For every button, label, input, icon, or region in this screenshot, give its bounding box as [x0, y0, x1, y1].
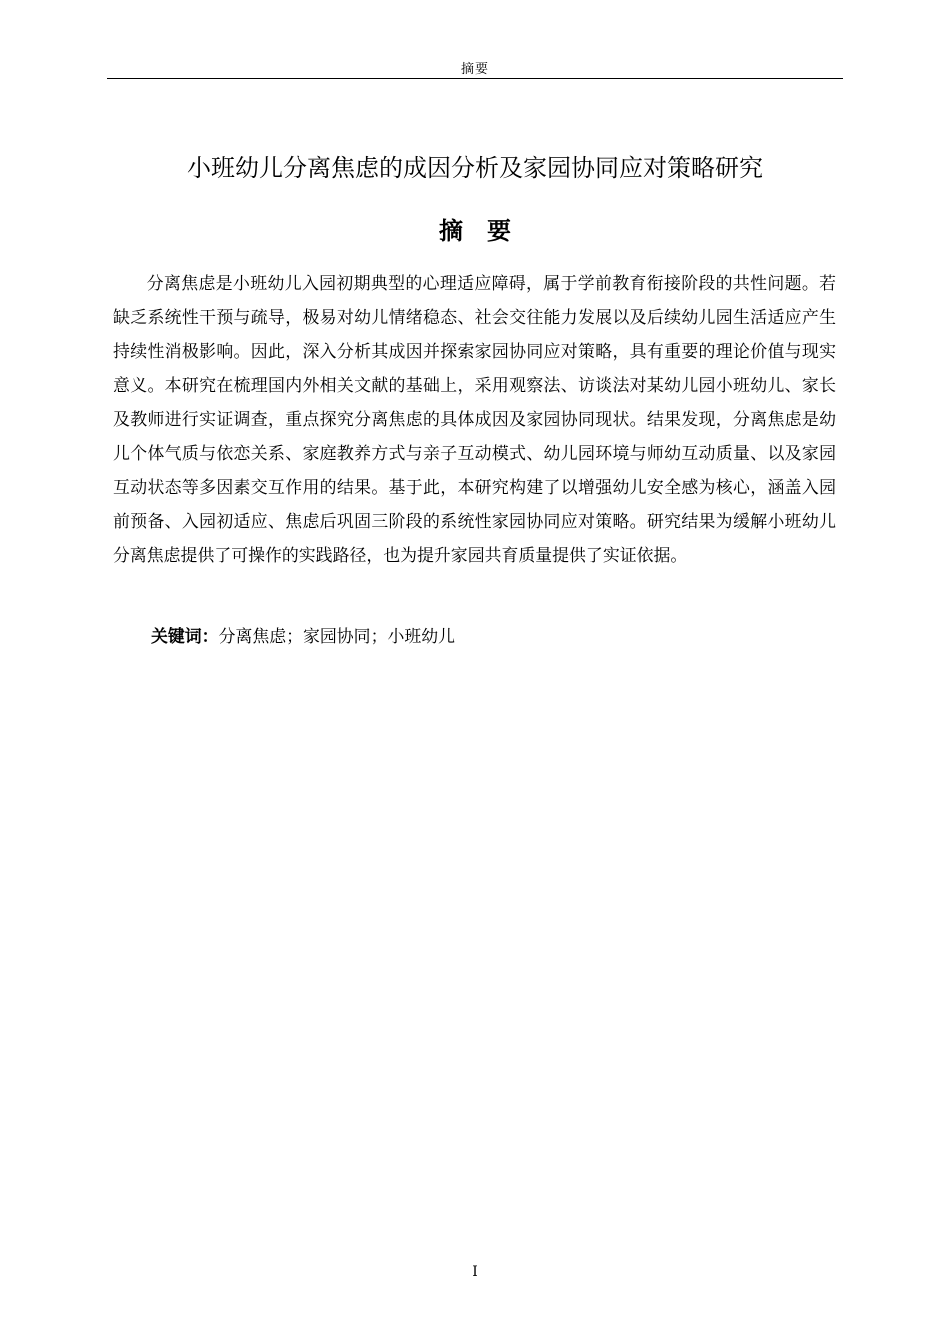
keywords-values: 分离焦虑；家园协同；小班幼儿 — [218, 626, 456, 646]
paper-title: 小班幼儿分离焦虑的成因分析及家园协同应对策略研究 — [187, 154, 763, 182]
abstract-body: 分离焦虑是小班幼儿入园初期典型的心理适应障碍，属于学前教育衔接阶段的共性问题。若缺乏系统性干预与疏导，极易对幼儿情绪稳态、社会交往能力发展以及后续幼儿园生活适应产生持续性消极影响。因此，深入分析其成因并探索家园协同应对策略，具有重要的理论价值与现实意义。本研究在梳理国内外相关文献的基础上，采用观察法、访谈法对某幼儿园小班幼儿、家长及教师进行实证调查，重点探究分离焦虑的具体成因及家园协同现状。结果发现，分离焦虑是幼儿个体气质与依恋关系、家庭教养方式与亲子互动模式、幼儿园环境与师幼互动质量、以及家园互动状态等多因素交互作用的结果。基于此，本研究构建了以增强幼儿安全感为核心，涵盖入园前预备、入园初适应、焦虑后巩固三阶段的系统性家园协同应对策略。研究结果为缓解小班幼儿分离焦虑提供了可操作的实践路径，也为提升家园共育质量提供了实证依据。 — [113, 273, 836, 565]
keywords-label: 关键词： — [151, 626, 219, 646]
header-rule — [107, 78, 843, 79]
page-number: I — [472, 1264, 478, 1280]
abstract-heading: 摘要 — [439, 217, 535, 245]
keywords-line — [151, 621, 831, 651]
running-header: 摘要 — [460, 62, 489, 77]
